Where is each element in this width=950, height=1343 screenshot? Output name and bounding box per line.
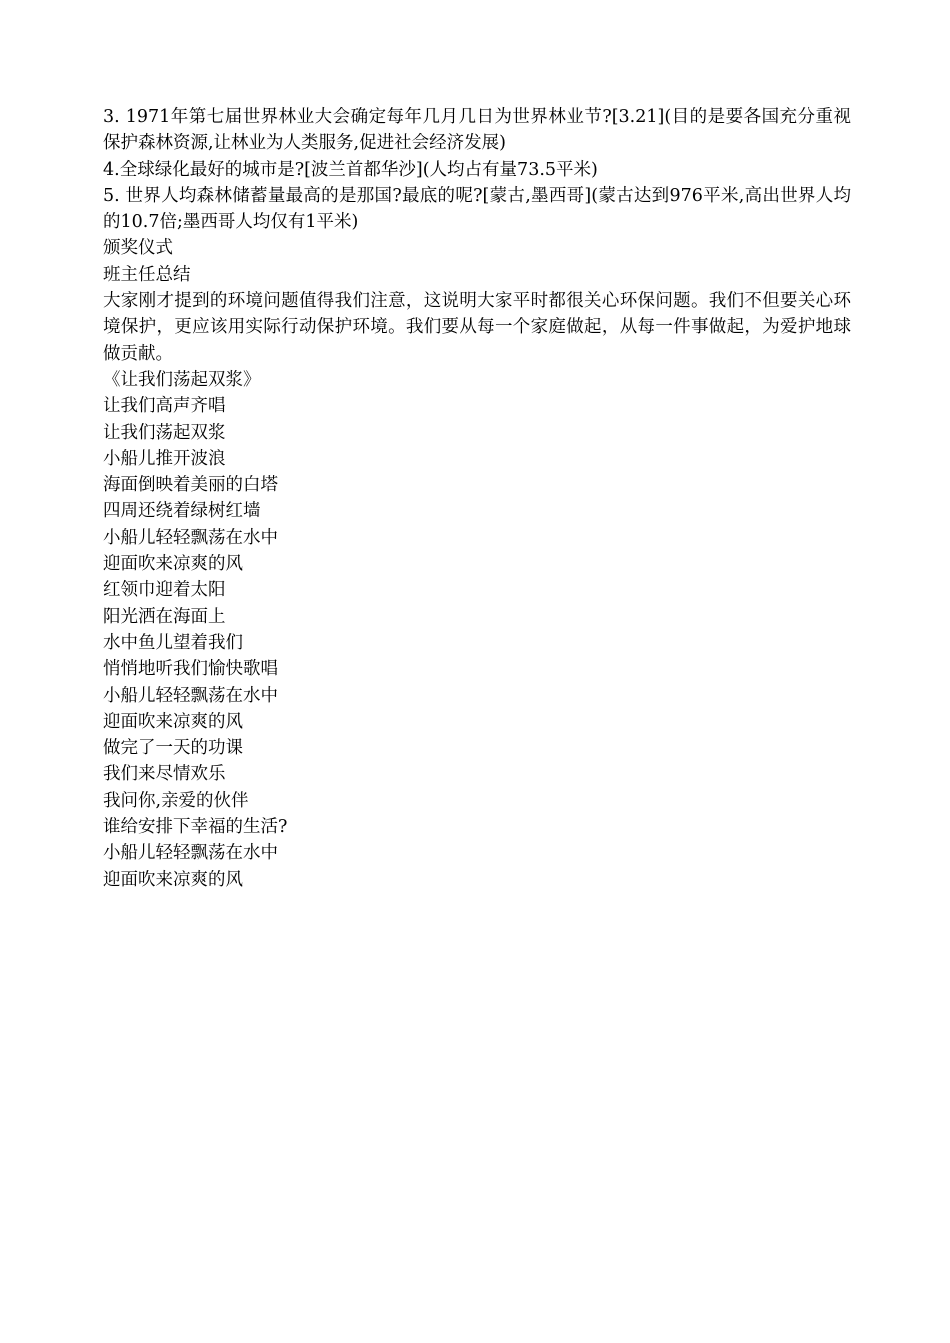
song-line: 迎面吹来凉爽的风 bbox=[103, 554, 243, 575]
song-title: 《让我们荡起双浆》 bbox=[103, 369, 261, 390]
teacher-summary-heading: 班主任总结 bbox=[103, 264, 191, 285]
song-line: 水中鱼儿望着我们 bbox=[103, 632, 243, 653]
song-lyrics bbox=[103, 367, 851, 893]
song-line: 红领巾迎着太阳 bbox=[103, 580, 226, 601]
song-line: 海面倒映着美丽的白塔 bbox=[103, 475, 278, 496]
song-line: 小船儿轻轻飘荡在水中 bbox=[103, 685, 278, 706]
teacher-summary-text: 大家刚才提到的环境问题值得我们注意，这说明大家平时都很关心环保问题。我们不但要关心环境保护，更应该用实际行动保护环境。我们要从每一个家庭做起，从每一件事做起，为爱护地球做贡献。 bbox=[103, 291, 851, 364]
song-line: 我们来尽情欢乐 bbox=[103, 764, 226, 785]
song-line: 做完了一天的功课 bbox=[103, 738, 243, 759]
song-line: 迎面吹来凉爽的风 bbox=[103, 711, 243, 732]
song-line: 小船儿推开波浪 bbox=[103, 448, 226, 469]
song-line: 悄悄地听我们愉快歌唱 bbox=[103, 659, 278, 680]
quiz-question-5: 5. 世界人均森林储蓄量最高的是那国?最底的呢?[蒙古,墨西哥](蒙古达到976平米,高出世界人均的10.7倍;墨西哥人均仅有1平米) bbox=[103, 185, 851, 233]
song-line: 迎面吹来凉爽的风 bbox=[103, 869, 243, 890]
song-line: 小船儿轻轻飘荡在水中 bbox=[103, 527, 278, 548]
song-line: 四周还绕着绿树红墙 bbox=[103, 501, 261, 522]
song-line: 小船儿轻轻飘荡在水中 bbox=[103, 843, 278, 864]
song-line: 我问你,亲爱的伙伴 bbox=[103, 790, 249, 811]
quiz-question-3: 3. 1971年第七届世界林业大会确定每年几月几日为世界林业节?[3.21](目的是要各国充分重视保护森林资源,让林业为人类服务,促进社会经济发展) bbox=[103, 107, 851, 154]
quiz-question-4: 4.全球绿化最好的城市是?[波兰首都华沙](人均占有量73.5平米) bbox=[103, 159, 598, 180]
document-page bbox=[103, 104, 851, 893]
song-line: 阳光洒在海面上 bbox=[103, 606, 226, 627]
song-line: 谁给安排下幸福的生活? bbox=[103, 817, 288, 838]
song-line: 让我们高声齐唱 bbox=[103, 396, 226, 417]
song-line: 让我们荡起双浆 bbox=[103, 422, 226, 443]
award-ceremony-heading: 颁奖仪式 bbox=[103, 238, 173, 259]
